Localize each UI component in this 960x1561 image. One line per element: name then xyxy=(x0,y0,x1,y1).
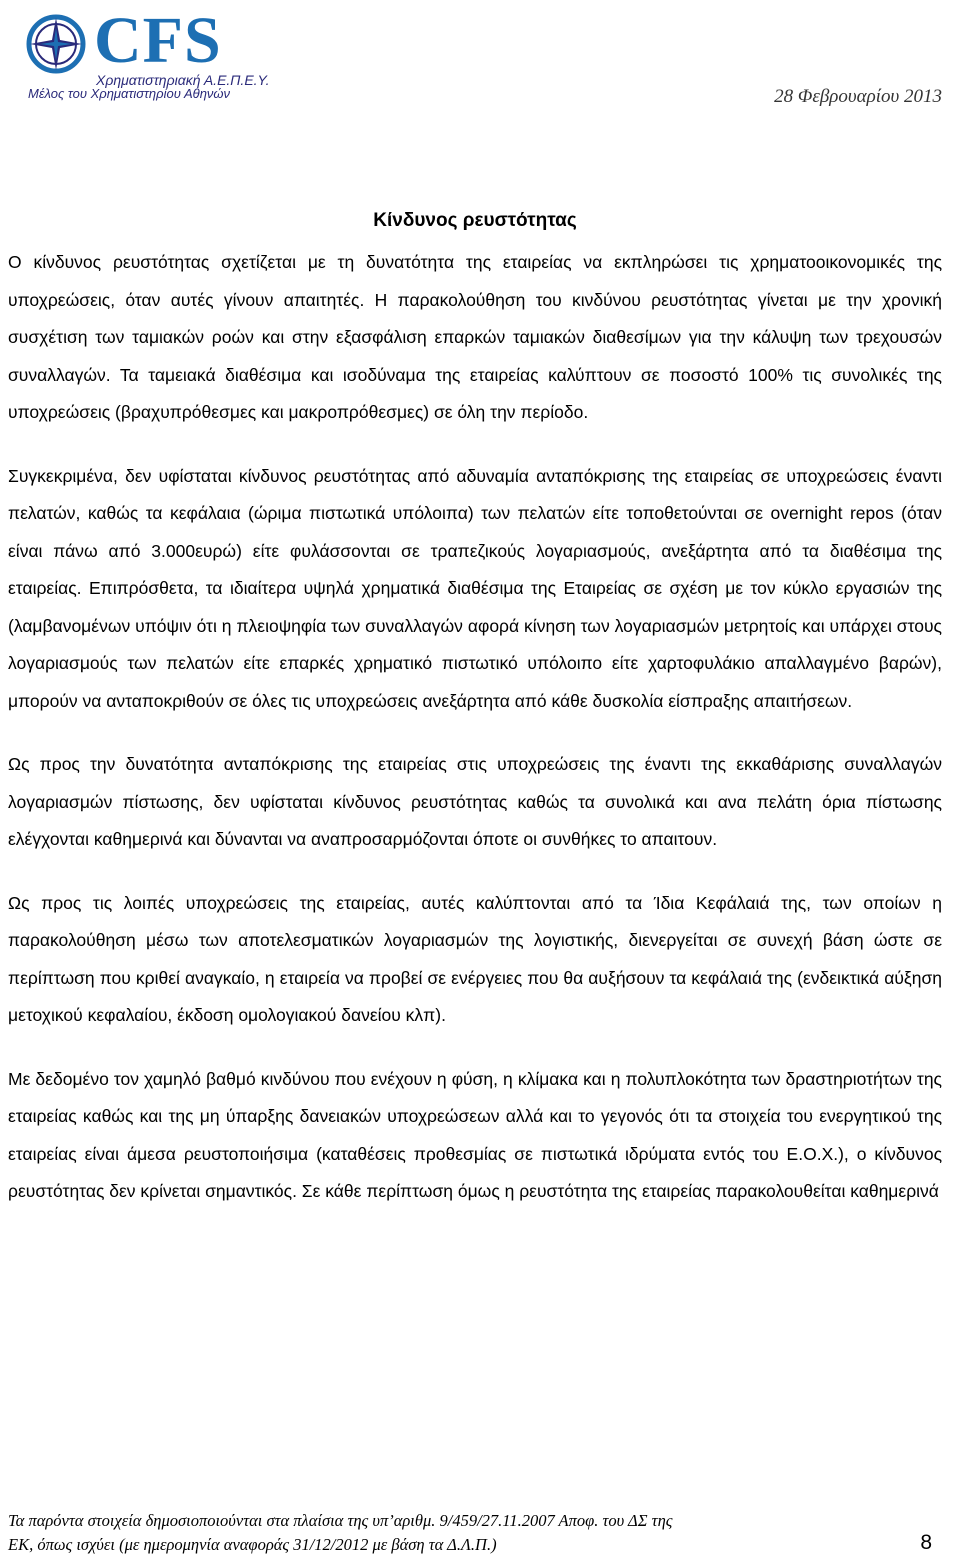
document-body xyxy=(8,210,942,1237)
compass-logo-icon xyxy=(26,14,86,74)
paragraph: Με δεδομένο τον χαμηλό βαθμό κινδύνου που ενέχουν η φύση, η κλίμακα και η πολυπλοκότητα των δραστηριοτήτων της εταιρείας καθώς και της μη ύπαρξης δανειακών υποχρεώσεων αλλά και το γεγονός ότι τα στοιχεία του ενεργητικού της εταιρείας είναι άμεσα ρευστοποιήσιμα (καταθέσεις προθεσμίας σε πιστωτικά ιδρύματα εντός του Ε.Ο.Χ.), ο κίνδυνος ρευστότητας δεν κρίνεται σημαντικός. Σε κάθε περίπτωση όμως η ρευστότητα της εταιρείας παρακολουθείται καθημερινά xyxy=(8,1068,942,1201)
paragraph: Ως προς την δυνατότητα ανταπόκρισης της εταιρείας στις υποχρεώσεις της έναντι της εκκαθάρισης συναλλαγών λογαριασμών πίστωσης, δεν υφίσταται κίνδυνος ρευστότητας καθώς τα συνολικά και ανα πελάτη όρια πίστωσης ελέγχονται καθημερινά και δύνανται να αναπροσαρμόζονται όποτε οι συνθήκες το απαιτουν. xyxy=(8,754,942,849)
paragraph: Ως προς τις λοιπές υποχρεώσεις της εταιρείας, αυτές καλύπτονται από τα Ίδια Κεφάλαιά της, των οποίων η παρακολούθηση μέσω των αποτελεσματικών λογαριασμών της λογιστικής, διενεργείται σε συνεχή βάση ώστε σε περίπτωση που κριθεί αναγκαίο, η εταιρεία να προβεί σε ενέργειες που θα αυξήσουν τα κεφάλαιά της (ενδεικτικά αύξηση μετοχικού κεφαλαίου, έκδοση ομολογιακού δανείου κλπ). xyxy=(8,892,942,1025)
paragraph: Ο κίνδυνος ρευστότητας σχετίζεται με τη δυνατότητα της εταιρείας να εκπληρώσει τις χρηματοοικονομικές της υποχρεώσεις, όταν αυτές γίνουν απαιτητές. Η παρακολούθηση του κινδύνου ρευστότητας γίνεται με την χρονική συσχέτιση των ταμιακών ροών και στην εξασφάλιση επαρκών ταμιακών διαθεσίμων για την κάλυψη των τρεχουσών συναλλαγών. Τα ταμειακά διαθέσιμα και ισοδύναμα της εταιρείας καλύπτουν σε ποσοστό 100% τις συνολικές της υποχρεώσεις (βραχυπρόθεσμες και μακροπρόθεσμες) σε όλη την περίοδο. xyxy=(8,252,942,422)
footer-note xyxy=(8,1509,908,1557)
section-title: Κίνδυνος ρευστότητας xyxy=(373,210,577,231)
paragraph: Συγκεκριμένα, δεν υφίσταται κίνδυνος ρευστότητας από αδυναμία ανταπόκρισης της εταιρείας σε υποχρεώσεις έναντι πελατών, καθώς τα κεφάλαια (ώριμα πιστωτικά υπόλοιπα) των πελατών είτε τοποθετούνται σε overnight repos (όταν είναι πάνω από 3.000ευρώ) είτε φυλάσσονται σε τραπεζικούς λογαριασμούς, ανεξάρτητα από τα διαθέσιμα της εταιρείας. Επιπρόσθετα, τα ιδιαίτερα υψηλά χρηματικά διαθέσιμα της Εταιρείας σε σχέση με τον κύκλο εργασιών της (λαμβανομένων υπόψιν ότι η πλειοψηφία των συναλλαγών αφορά κίνηση των λογαριασμών μετρητοίς και υπάρχει στους λογαριασμούς των πελατών είτε επαρκές χρηματικό πιστωτικό υπόλοιπο είτε χαρτοφυλάκιο απαλλαγμένο βαρών), μπορούν να ανταποκριθούν σε όλες τις υποχρεώσεις ανεξάρτητα από κάθε δυσκολία είσπραξης απαιτήσεων. xyxy=(8,465,942,711)
logo-subtitle: Χρηματιστηριακή Α.Ε.Π.Ε.Υ. xyxy=(96,72,270,88)
document-date: 28 Φεβρουαρίου 2013 xyxy=(774,86,942,107)
footer-line-1: Τα παρόντα στοιχεία δημοσιοποιούνται στα πλαίσια της υπ’αριθμ. 9/459/27.11.2007 Αποφ. του ΔΣ της xyxy=(8,1511,673,1530)
company-logo xyxy=(14,4,270,104)
logo-text: CFS xyxy=(94,4,222,77)
footer-line-2: ΕΚ, όπως ισχύει (με ημερομηνία αναφοράς 31/12/2012 με βάση τα Δ.Λ.Π.) xyxy=(8,1535,497,1554)
page-number: 8 xyxy=(920,1531,932,1554)
logo-subtitle-exchange: Μέλος του Χρηματιστηρίου Αθηνών xyxy=(28,86,231,101)
